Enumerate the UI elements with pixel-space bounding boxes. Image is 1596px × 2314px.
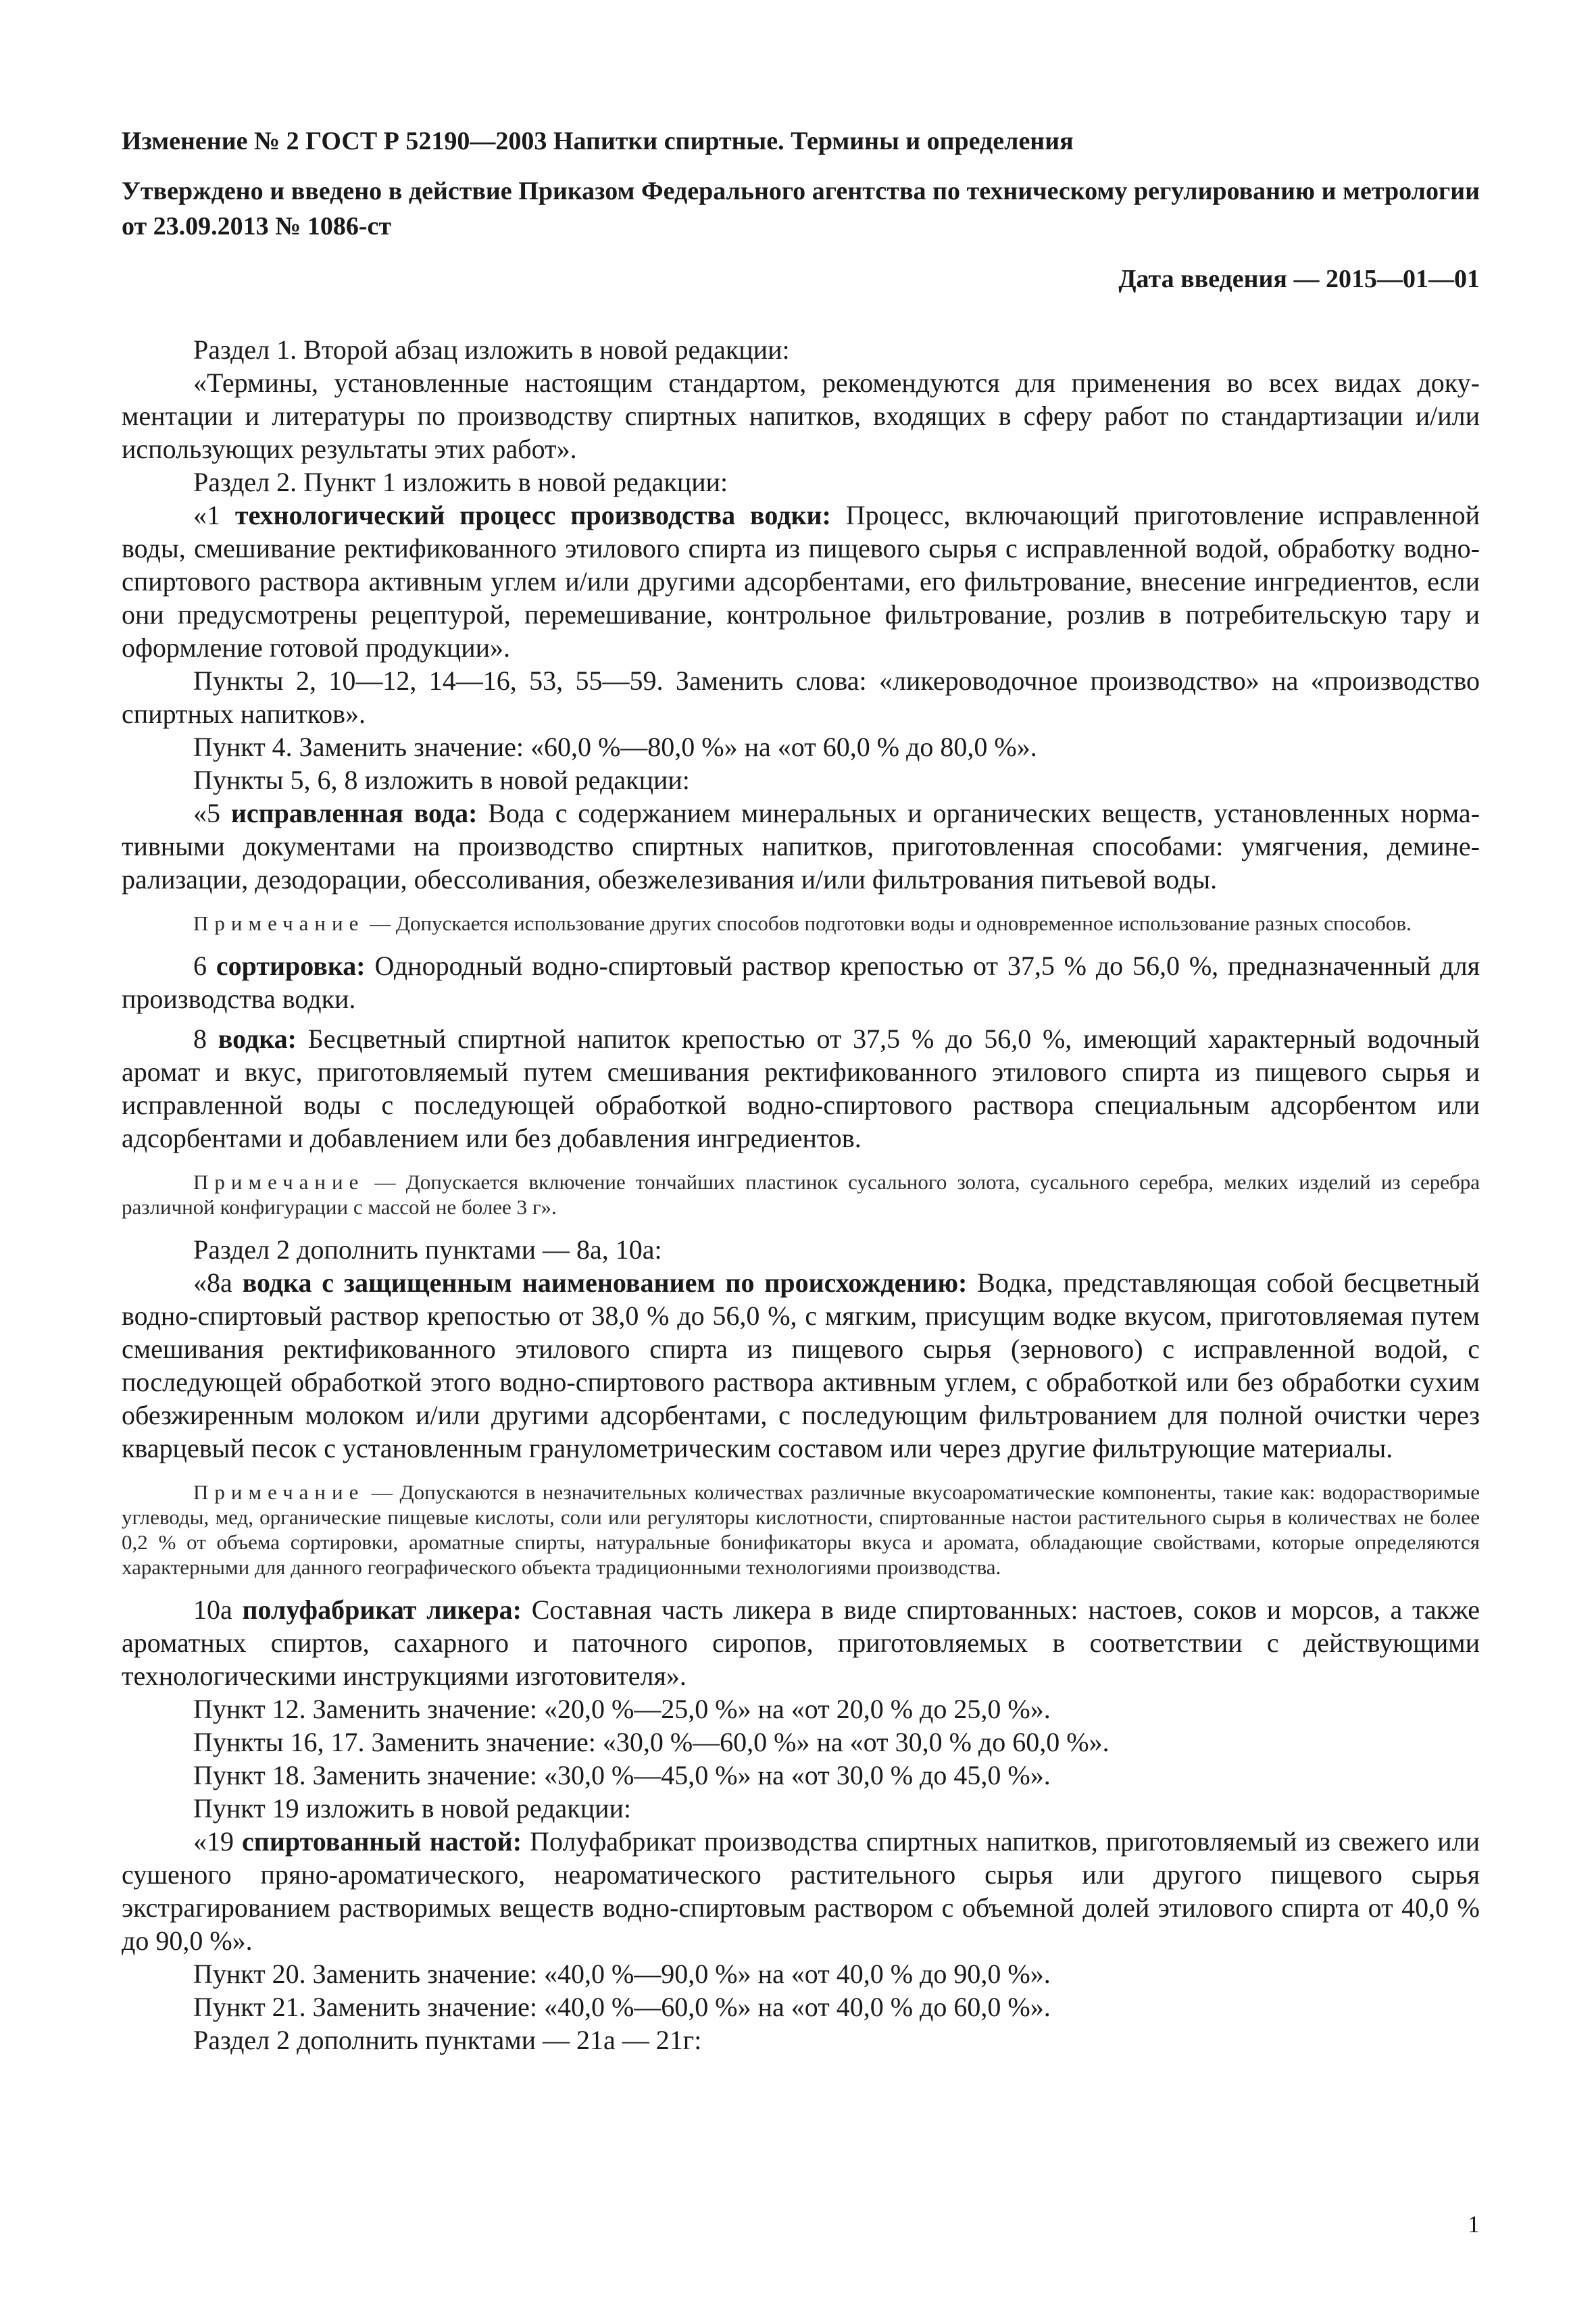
term-name: спиртованный настой: — [242, 1826, 522, 1857]
term-name: технологический процесс производства водки: — [234, 500, 831, 530]
term-text: Водка, представляющая собой бесцветный водно-спиртовый раствор крепостью от 38,0 % до 56,0 %, с мягким, присущим водке вкусом, приготовляемая путем смешивания ректификованного этилового спирта из пищевого сырья (зернового) с исправленной водой, с последующей обработкой этого водно-спиртового раствора активным углем, с обработкой или без обработки сухим обезжиренным молоком и/или другими адсорбентами, с последующим фильтрованием для полной очистки через кварцевый песок с установленным гранулометрическим составом или через другие фильтрующие материалы. — [122, 1267, 1480, 1463]
note-text: — Допускается включение тончайших пластинок сусального золота, сусального серебра, мелких изделий из серебра различной конфигурации с массой не более 3 г». — [122, 1170, 1480, 1219]
paragraph: Пункт 20. Заменить значение: «40,0 %—90,0 %» на «от 40,0 % до 90,0 %». — [193, 1959, 1051, 1989]
term-number: «1 — [193, 500, 235, 530]
note — [122, 1480, 1480, 1580]
term-text: Процесс, включающий приготовление исправленной воды, смешивание ректификованного этилового спирта из пищевого сырья с исправленной водой, обработку водно-спиртового раствора активным углем и/или другими адсорбентами, его фильтрование, внесение ингредиентов, если они предусмотрены рецептурой, перемешивание, контрольное фильтрование, розлив в потребительскую тару и оформление готовой продукции». — [122, 500, 1480, 663]
term-number: «5 — [193, 798, 231, 828]
term-name: исправленная вода: — [230, 798, 478, 828]
term-text: Однородный водно-спиртовый раствор крепостью от 37,5 % до 56,0 %, предназначенный для производства водки. — [122, 951, 1480, 1014]
document-body — [122, 333, 1480, 2057]
paragraph: Пункт 21. Заменить значение: «40,0 %—60,0 %» на «от 40,0 % до 60,0 %». — [193, 1992, 1051, 2022]
paragraph: «Термины, установленные настоящим стандартом, рекомендуются для применения во всех видах документации и литературы по производству спиртных напитков, входящих в сферу работ по стандартизации и/или использующих результаты этих работ». — [122, 368, 1480, 464]
term-text: Вода с содержанием минеральных и органических веществ, установленных нормативными документами на производство спиртных напитков, приготовленная способами: умягчения, деминерализации, дезодорации, обессоливания, обезжелезивания и/или фильтрования питьевой воды. — [122, 798, 1480, 895]
term-definition — [122, 499, 1480, 664]
term-definition — [122, 797, 1480, 896]
term-name: водка с защищенным наименованием по происхождению: — [242, 1267, 968, 1298]
term-number: 6 — [193, 951, 216, 981]
term-number: «8а — [193, 1267, 243, 1298]
paragraph: Пункты 5, 6, 8 изложить в новой редакции: — [193, 765, 690, 795]
note — [122, 1169, 1480, 1219]
term-name: полуфабрикат ликера: — [242, 1594, 522, 1625]
term-definition — [122, 1022, 1480, 1155]
effective-date: Дата введения — 2015—01—01 — [1118, 265, 1480, 293]
term-text: Составная часть ликера в виде спиртованных: настоев, соков и морсов, а также ароматных спиртов, сахарного и паточного сиропов, приготовляемых в соответствии с действующими технологическими инструкциями изготовителя». — [122, 1594, 1480, 1691]
note-label: Примечание — [193, 1170, 365, 1194]
page-number: 1 — [1468, 2211, 1480, 2238]
paragraph: Пункт 12. Заменить значение: «20,0 %—25,0 %» на «от 20,0 % до 25,0 %». — [193, 1694, 1051, 1724]
term-definition — [122, 1593, 1480, 1692]
paragraph: Раздел 2 дополнить пунктами — 21а — 21г: — [193, 2025, 702, 2055]
term-name: водка: — [218, 1024, 297, 1054]
note-label: Примечание — [193, 911, 365, 935]
term-definition — [122, 1825, 1480, 1957]
term-number: 8 — [193, 1024, 218, 1054]
note-text: — Допускаются в незначительных количествах различные вкусоароматические компоненты, такие как: водорастворимые углеводы, мед, органические пищевые кислоты, соли или регуляторы кислотности, спиртованные настои растительного сырья в количествах не более 0,2 % от объема сортировки, ароматные спирты, натуральные бонификаторы вкуса и аромата, обладающие свойствами, которые определяются характерными для данного географического объекта традиционными технологиями производства. — [122, 1480, 1480, 1579]
term-definition — [122, 949, 1480, 1015]
term-number: 10а — [193, 1594, 243, 1625]
paragraph: Раздел 2 дополнить пунктами — 8а, 10а: — [193, 1234, 662, 1265]
paragraph: Раздел 2. Пункт 1 изложить в новой редакции: — [193, 467, 728, 497]
note-text: — Допускается использование других способов подготовки воды и одновременное использование разных способов. — [364, 911, 1412, 935]
term-definition — [122, 1266, 1480, 1465]
paragraph: Пункты 16, 17. Заменить значение: «30,0 %—60,0 %» на «от 30,0 % до 60,0 %». — [193, 1727, 1109, 1757]
document-title: Изменение № 2 ГОСТ Р 52190—2003 Напитки спиртные. Термины и определения — [122, 127, 1074, 155]
paragraph: Пункт 4. Заменить значение: «60,0 %—80,0 %» на «от 60,0 % до 80,0 %». — [193, 732, 1037, 762]
term-text: Бесцветный спиртной напиток крепостью от 37,5 % до 56,0 %, имеющий характерный водочный аромат и вкус, приготовляемый путем смешивания ректификованного этилового спирта из пищевого сырья и исправленной воды с последующей обработкой водно-спиртового раствора специальным адсорбентом или адсорбентами и добавлением или без добавления ингредиентов. — [122, 1024, 1480, 1153]
note-label: Примечание — [193, 1480, 365, 1504]
term-number: «19 — [193, 1826, 243, 1857]
note — [122, 911, 1480, 936]
term-text: Полуфабрикат производства спиртных напитков, приготовляемый из свежего или сушеного пряно-ароматического, неароматического растительного сырья или другого пищевого сырья экстрагированием растворимых веществ водно-спиртовым раствором с объемной долей этилового спирта от 40,0 % до 90,0 %». — [122, 1826, 1480, 1956]
paragraph: Пункт 19 изложить в новой редакции: — [193, 1793, 632, 1823]
approval-statement: Утверждено и введено в действие Приказом Федерального агентства по техническому регулированию и метрологии от 23.09.2013 № 1086-ст — [122, 177, 1480, 241]
paragraph: Пункты 2, 10—12, 14—16, 53, 55—59. Заменить слова: «ликероводочное производство» на «производство спиртных напитков». — [122, 665, 1480, 729]
term-name: сортировка: — [216, 951, 366, 981]
paragraph: Пункт 18. Заменить значение: «30,0 %—45,0 %» на «от 30,0 % до 45,0 %». — [193, 1760, 1051, 1790]
paragraph: Раздел 1. Второй абзац изложить в новой редакции: — [193, 334, 790, 365]
document-header — [122, 124, 1480, 297]
